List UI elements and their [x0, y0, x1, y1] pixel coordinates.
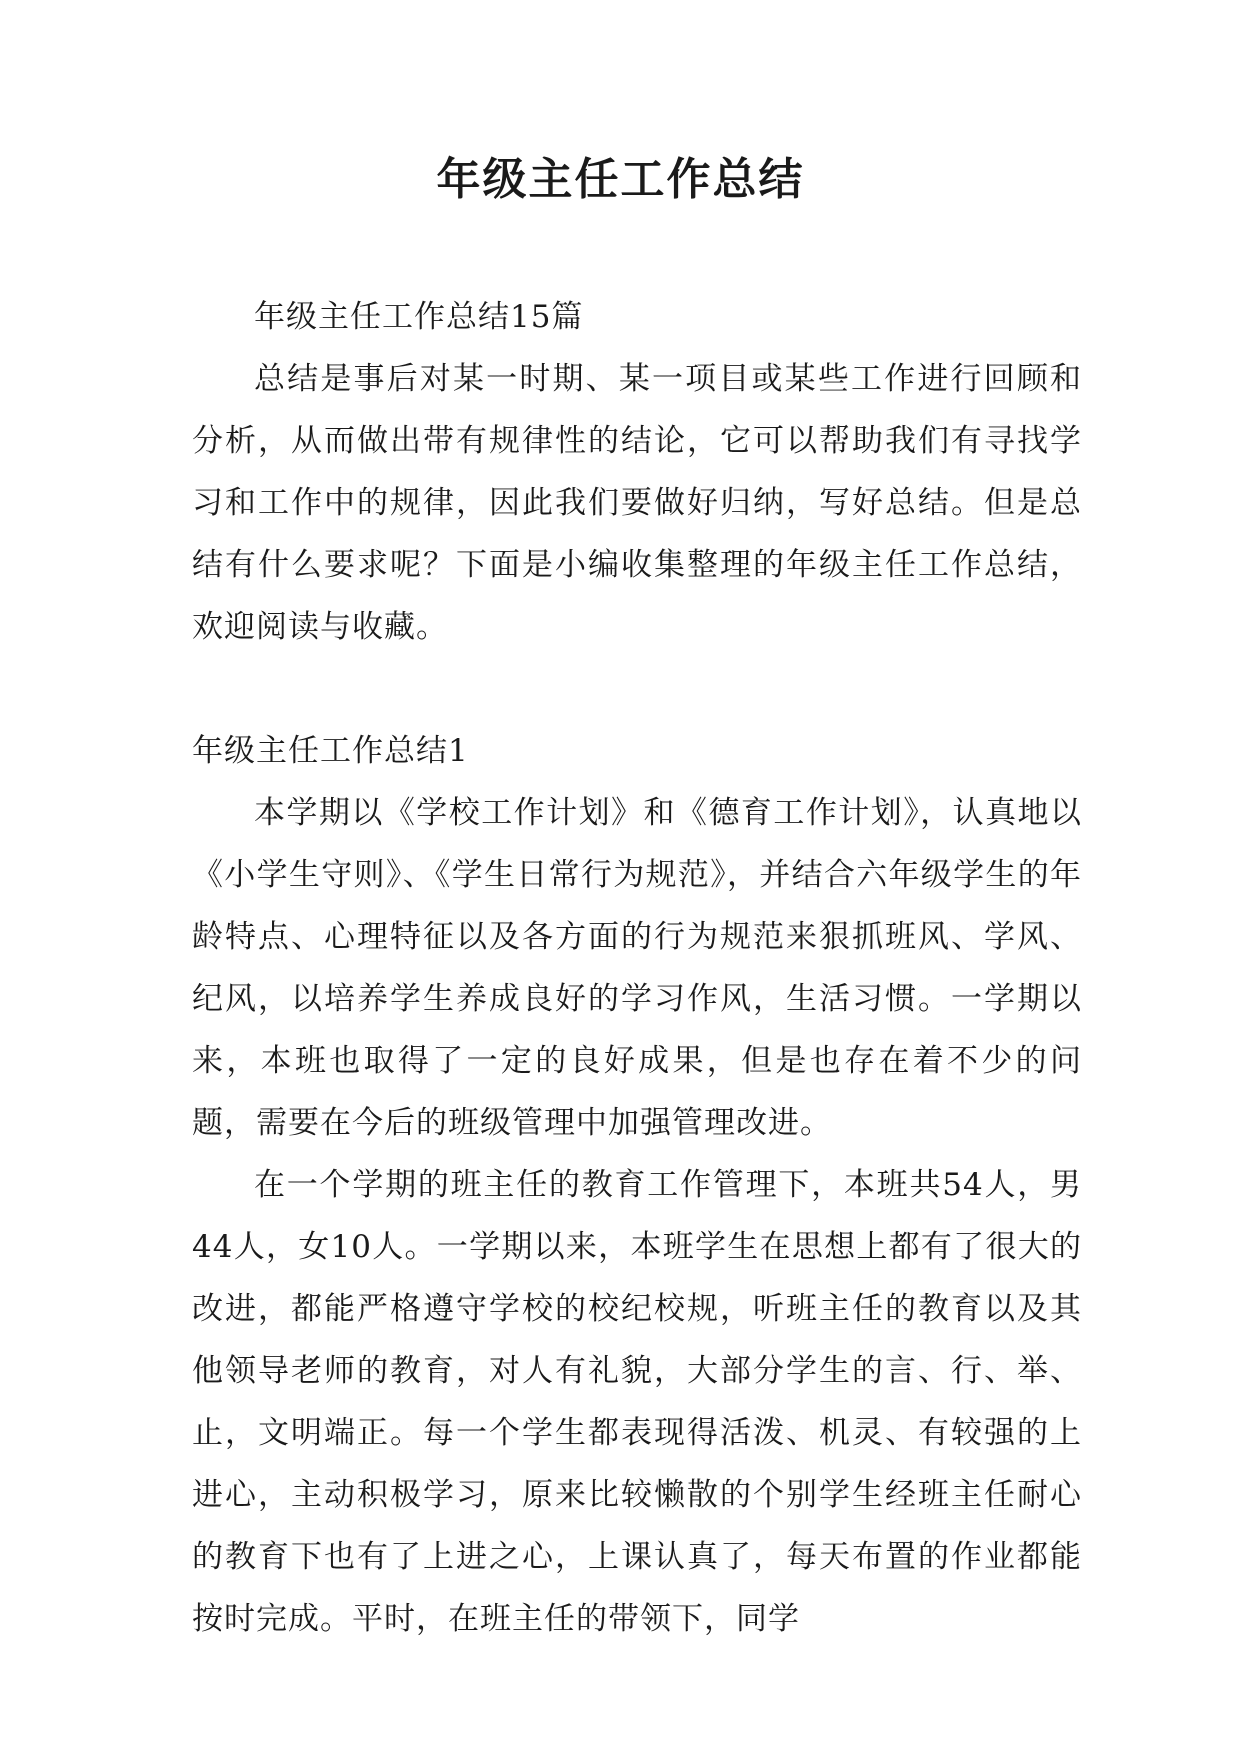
- document-subtitle: 年级主任工作总结15篇: [254, 299, 584, 335]
- section-heading: 年级主任工作总结1: [192, 733, 469, 769]
- body-paragraph-1: 本学期以《学校工作计划》和《德育工作计划》，认真地以《小学生守则》、《学生日常行为规范》，并结合六年级学生的年龄特点、心理特征以及各方面的行为规范来狠抓班风、学风、纪风，以培养学生养成良好的学习作风，生活习惯。一学期以来，本班也取得了一定的良好成果，但是也存在着不少的问题，需要在今后的班级管理中加强管理改进。: [192, 795, 1082, 1141]
- body-paragraph-2: 在一个学期的班主任的教育工作管理下，本班共54人，男44人，女10人。一学期以来，本班学生在思想上都有了很大的改进，都能严格遵守学校的校纪校规，听班主任的教育以及其他领导老师的教育，对人有礼貌，大部分学生的言、行、举、止，文明端正。每一个学生都表现得活泼、机灵、有较强的上进心，主动积极学习，原来比较懒散的个别学生经班主任耐心的教育下也有了上进之心，上课认真了，每天布置的作业都能按时完成。平时，在班主任的带领下，同学: [192, 1167, 1082, 1637]
- document-title: 年级主任工作总结: [436, 154, 805, 205]
- intro-paragraph: 总结是事后对某一时期、某一项目或某些工作进行回顾和分析，从而做出带有规律性的结论，它可以帮助我们有寻找学习和工作中的规律，因此我们要做好归纳，写好总结。但是总结有什么要求呢？下面是小编收集整理的年级主任工作总结，欢迎阅读与收藏。: [192, 361, 1082, 645]
- document-body: [192, 286, 1082, 1650]
